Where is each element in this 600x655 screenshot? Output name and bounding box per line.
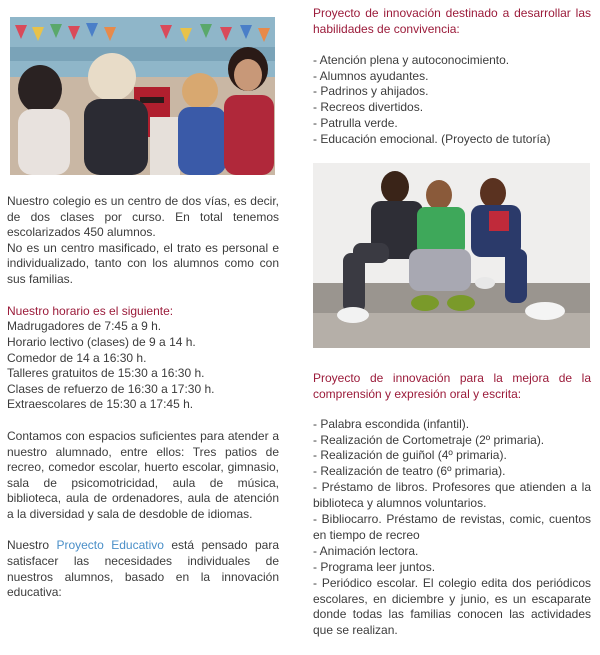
- project1-item: - Patrulla verde.: [313, 116, 591, 132]
- project1-item: - Alumnos ayudantes.: [313, 69, 591, 85]
- project2-item: - Préstamo de libros. Profesores que atienden a la biblioteca y alumnos voluntarios.: [313, 480, 591, 512]
- project1-item: - Educación emocional. (Proyecto de tutoría): [313, 132, 591, 148]
- project1-list: [313, 53, 591, 148]
- project2-heading: Proyecto de innovación para la mejora de la comprensión y expresión oral y escrita:: [313, 371, 591, 401]
- project2-item: - Periódico escolar. El colegio edita dos periódicos escolares, en diciembre y junio, es un escaparate donde todas las familias conocen las actividades que se realizan.: [313, 576, 591, 640]
- project-text-pre: Nuestro: [7, 538, 57, 553]
- schedule-item: Madrugadores de 7:45 a 9 h.: [7, 319, 162, 334]
- project2-item: - Palabra escondida (infantil).: [313, 417, 591, 433]
- schedule-item: Extraescolares de 15:30 a 17:45 h.: [7, 397, 194, 412]
- project2-item: - Programa leer juntos.: [313, 560, 591, 576]
- schedule-item: Comedor de 14 a 16:30 h.: [7, 350, 147, 365]
- project-paragraph: [7, 538, 279, 600]
- project2-item: - Realización de guiñol (4º primaria).: [313, 448, 591, 464]
- project1-item: - Recreos divertidos.: [313, 100, 591, 116]
- schedule-item: Talleres gratuitos de 15:30 a 16:30 h.: [7, 366, 205, 381]
- schedule-list: [7, 319, 279, 413]
- intro-paragraph-1: Nuestro colegio es un centro de dos vías, es decir, de dos clases por curso. En total tenemos escolarizados 450 alumnos.: [7, 194, 279, 240]
- project2-item: - Realización de teatro (6º primaria).: [313, 464, 591, 480]
- project2-list: [313, 417, 591, 640]
- spaces-paragraph: Contamos con espacios suficientes para atender a nuestro alumnado, entre ellos: Tres patios de recreo, comedor escolar, huerto escolar, gimnasio, sala de psicomotricidad, aula de música, biblioteca, aula de ordenadores, aula de atención a la diversidad y sala de desdoble de idiomas.: [7, 428, 279, 521]
- schedule-item: Horario lectivo (clases) de 9 a 14 h.: [7, 334, 196, 349]
- schedule-item: Clases de refuerzo de 16:30 a 17:30 h.: [7, 381, 215, 396]
- intro-paragraph-2: No es un centro masificado, el trato es personal e individualizado, tanto con los alumnos como con sus familias.: [7, 240, 279, 286]
- students-photo: [313, 163, 590, 348]
- classroom-photo: [10, 17, 275, 175]
- project2-item: - Realización de Cortometraje (2º primaria).: [313, 433, 591, 449]
- project1-heading: Proyecto de innovación destinado a desarrollar las habilidades de convivencia:: [313, 6, 591, 36]
- project1-item: - Atención plena y autoconocimiento.: [313, 53, 591, 69]
- project-text-post: está pensado para satisfacer las necesidades individuales de nuestros alumnos, basado en la innovación educativa:: [7, 538, 279, 600]
- project2-item: - Animación lectora.: [313, 544, 591, 560]
- project-educativo-link[interactable]: Proyecto Educativo: [56, 538, 164, 553]
- project1-item: - Padrinos y ahijados.: [313, 84, 591, 100]
- schedule-heading: Nuestro horario es el siguiente:: [7, 303, 174, 318]
- project2-item: - Bibliocarro. Préstamo de revistas, comic, cuentos en tiempo de recreo: [313, 512, 591, 544]
